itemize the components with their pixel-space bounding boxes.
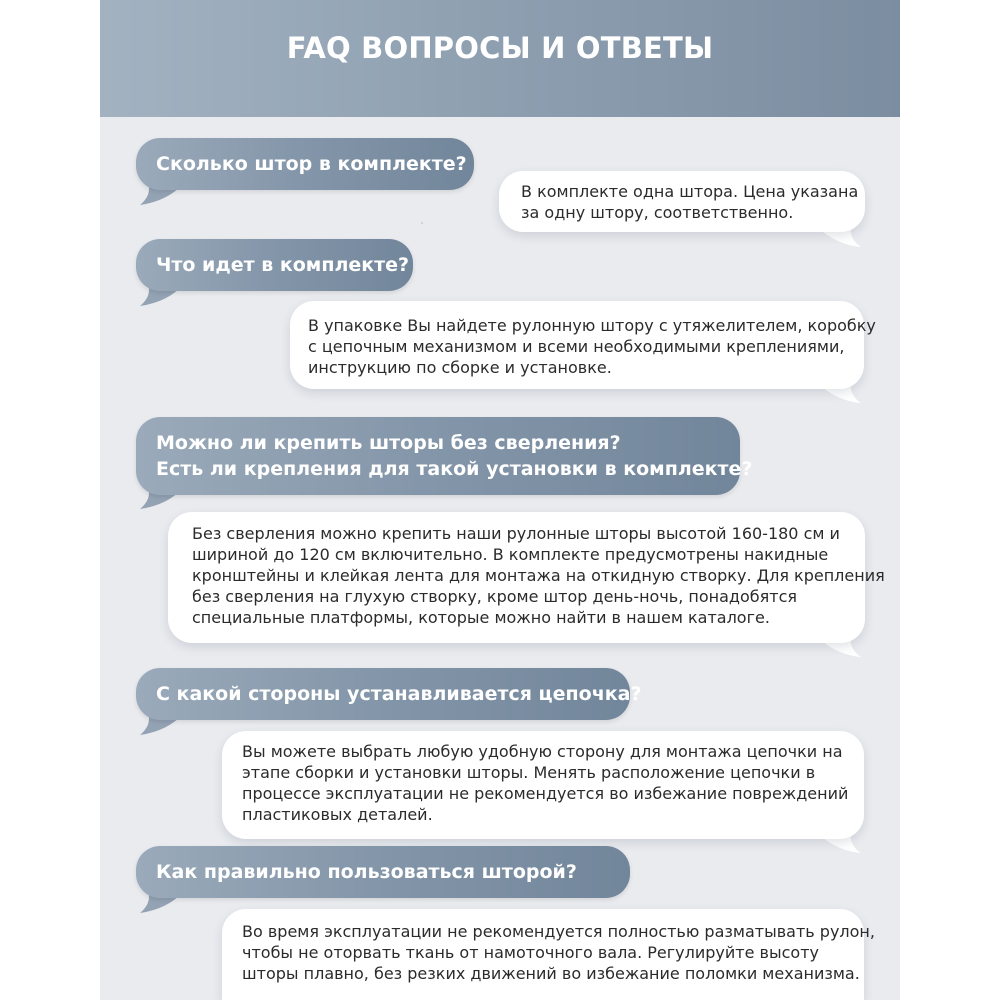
- answer-line: чтобы не оторвать ткань от намоточного вала. Регулируйте высоту: [242, 943, 819, 962]
- answer-line: Вы можете выбрать любую удобную сторону для монтажа цепочки на: [242, 742, 843, 761]
- question-line: Есть ли крепления для такой установки в комплекте?: [156, 458, 753, 480]
- answer-line: В упаковке Вы найдете рулонную штору с утяжелителем, коробку: [308, 316, 876, 335]
- question-line: С какой стороны устанавливается цепочка?: [156, 683, 642, 705]
- faq-question-3: [136, 417, 753, 495]
- faq-answer-4: [222, 731, 864, 839]
- answer-line: кронштейны и клейкая лента для монтажа на откидную створку. Для крепления: [192, 566, 885, 585]
- answer-line: без сверления на глухую створку, кроме штор день-ночь, понадобятся: [192, 587, 797, 606]
- question-line: Можно ли крепить шторы без сверления?: [156, 432, 621, 454]
- answer-line: процессе эксплуатации не рекомендуется во избежание повреждений: [242, 784, 849, 803]
- answer-line: шторы плавно, без резких движений во избежание поломки механизма.: [242, 964, 860, 983]
- faq-answer-5: [222, 909, 875, 1000]
- faq-answer-2: [290, 301, 876, 389]
- answer-line: за одну штору, соответственно.: [521, 203, 794, 222]
- answer-line: специальные платформы, которые можно найти в нашем каталоге.: [192, 608, 770, 627]
- faq-question-4: [136, 668, 642, 720]
- faq-header: [100, 0, 900, 117]
- page-title: FAQ ВОПРОСЫ И ОТВЕТЫ: [286, 30, 714, 65]
- answer-line: с цепочным механизмом и всеми необходимыми креплениями,: [308, 337, 845, 356]
- question-line: Как правильно пользоваться шторой?: [156, 861, 577, 883]
- faq-question-5: [136, 846, 630, 898]
- question-line: Что идет в комплекте?: [156, 254, 410, 276]
- answer-line: Без сверления можно крепить наши рулонные шторы высотой 160-180 см и: [192, 524, 840, 543]
- answer-line: В комплекте одна штора. Цена указана: [521, 182, 859, 201]
- faq-answer-3: [168, 512, 885, 643]
- answer-line: Во время эксплуатации не рекомендуется полностью разматывать рулон,: [242, 922, 875, 941]
- answer-line: инструкцию по сборке и установке.: [308, 358, 612, 377]
- faq-question-1: [136, 138, 474, 190]
- decorative-dot: [421, 222, 423, 224]
- question-line: Сколько штор в комплекте?: [156, 153, 467, 175]
- answer-line: пластиковых деталей.: [242, 805, 433, 824]
- answer-line: шириной до 120 см включительно. В комплекте предусмотрены накидные: [192, 545, 829, 564]
- faq-answer-1: [499, 171, 865, 232]
- faq-question-2: [136, 239, 413, 291]
- answer-line: этапе сборки и установки шторы. Менять расположение цепочки в: [242, 763, 816, 782]
